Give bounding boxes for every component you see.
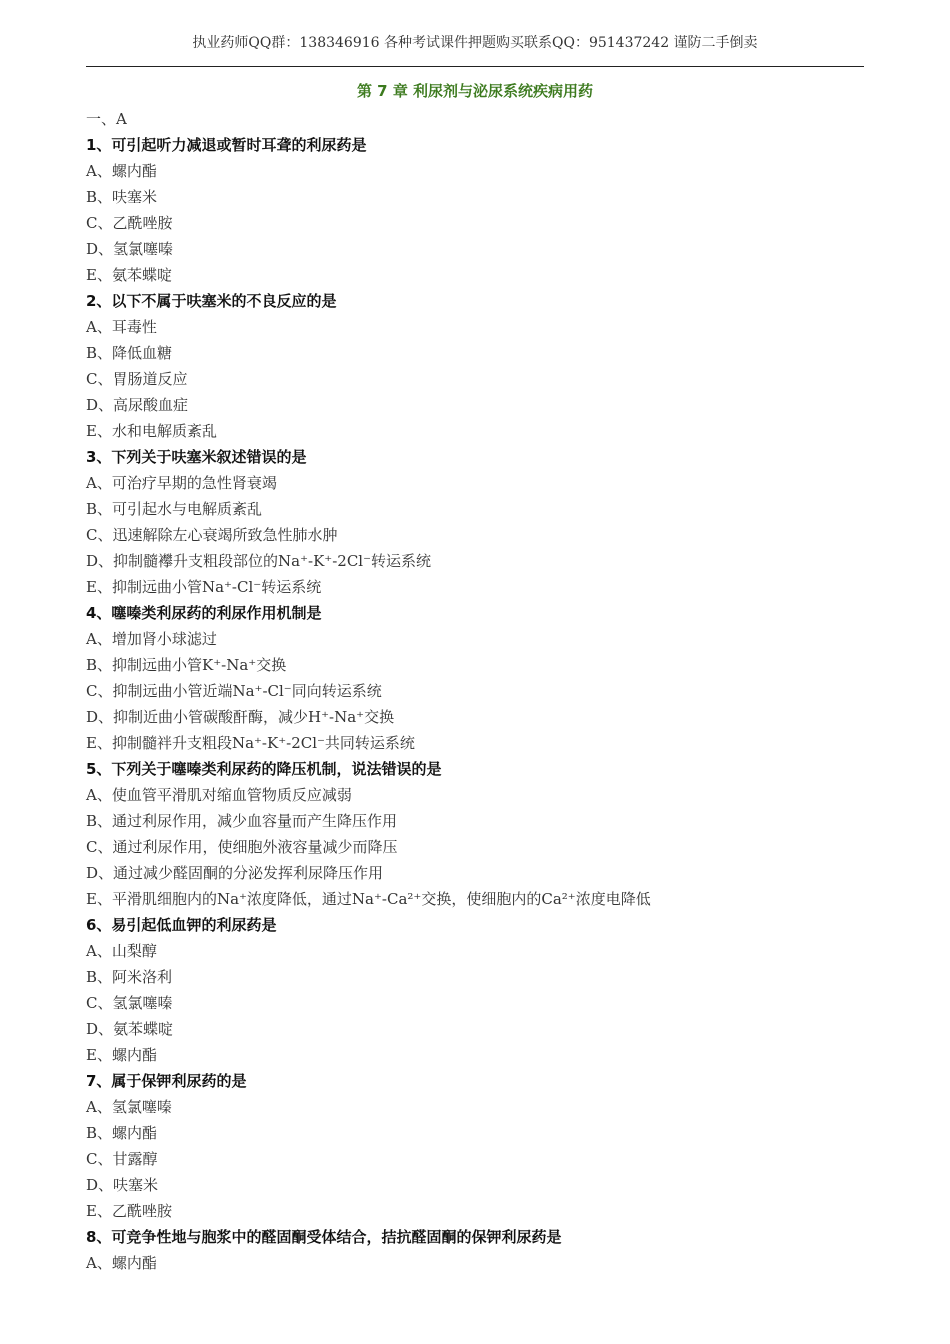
answer-option: E、水和电解质紊乱 (86, 422, 217, 440)
answer-option: A、螺内酯 (86, 162, 157, 180)
answer-option: C、甘露醇 (86, 1150, 158, 1168)
answer-option: B、可引起水与电解质紊乱 (86, 500, 263, 518)
question-stem: 7、属于保钾利尿药的是 (86, 1072, 247, 1090)
section-label: 一、A (86, 110, 127, 128)
question-stem: 3、下列关于呋塞米叙述错误的是 (86, 448, 307, 466)
answer-option: D、抑制近曲小管碳酸酐酶，减少H⁺-Na⁺交换 (86, 708, 395, 726)
answer-option: C、迅速解除左心衰竭所致急性肺水肿 (86, 526, 338, 544)
answer-option: B、抑制远曲小管K⁺-Na⁺交换 (86, 656, 287, 674)
answer-option: C、通过利尿作用，使细胞外液容量减少而降压 (86, 838, 398, 856)
question-stem: 5、下列关于噻嗪类利尿药的降压机制，说法错误的是 (86, 760, 442, 778)
answer-option: E、抑制远曲小管Na⁺-Cl⁻转运系统 (86, 578, 322, 596)
answer-option: D、抑制髓襻升支粗段部位的Na⁺-K⁺-2Cl⁻转运系统 (86, 552, 432, 570)
question-stem: 6、易引起低血钾的利尿药是 (86, 916, 277, 934)
answer-option: A、增加肾小球滤过 (86, 630, 217, 648)
answer-option: B、螺内酯 (86, 1124, 158, 1142)
answer-option: E、螺内酯 (86, 1046, 157, 1064)
question-stem: 4、噻嗪类利尿药的利尿作用机制是 (86, 604, 322, 622)
answer-option: E、氨苯蝶啶 (86, 266, 172, 284)
answer-option: E、抑制髓袢升支粗段Na⁺-K⁺-2Cl⁻共同转运系统 (86, 734, 415, 752)
chapter-title: 第 7 章 利尿剂与泌尿系统疾病用药 (356, 82, 594, 100)
answer-option: A、山梨醇 (86, 942, 157, 960)
answer-option: D、通过减少醛固酮的分泌发挥利尿降压作用 (86, 864, 384, 882)
answer-option: A、使血管平滑肌对缩血管物质反应减弱 (86, 786, 352, 804)
question-stem: 1、可引起听力减退或暂时耳聋的利尿药是 (86, 136, 367, 154)
answer-option: B、通过利尿作用，减少血容量而产生降压作用 (86, 812, 398, 830)
page-header: 执业药师QQ群：138346916 各种考试课件押题购买联系QQ：951437242 谨防二手倒卖 (192, 35, 758, 51)
answer-option: B、降低血糖 (86, 344, 173, 362)
question-list (86, 106, 886, 1276)
answer-option: A、氢氯噻嗪 (86, 1098, 172, 1116)
answer-option: A、耳毒性 (86, 318, 157, 336)
answer-option: B、阿米洛利 (86, 968, 173, 986)
answer-option: E、平滑肌细胞内的Na⁺浓度降低，通过Na⁺-Ca²⁺交换，使细胞内的Ca²⁺浓度电降低 (86, 890, 651, 908)
answer-option: A、螺内酯 (86, 1254, 157, 1272)
answer-option: D、氨苯蝶啶 (86, 1020, 174, 1038)
question-stem: 8、可竞争性地与胞浆中的醛固酮受体结合，拮抗醛固酮的保钾利尿药是 (86, 1228, 562, 1246)
answer-option: D、氢氯噻嗪 (86, 240, 174, 258)
answer-option: B、呋塞米 (86, 188, 158, 206)
answer-option: A、可治疗早期的急性肾衰竭 (86, 474, 277, 492)
answer-option: C、抑制远曲小管近端Na⁺-Cl⁻同向转运系统 (86, 682, 382, 700)
answer-option: C、氢氯噻嗪 (86, 994, 173, 1012)
answer-option: E、乙酰唑胺 (86, 1202, 172, 1220)
header-divider (86, 66, 864, 67)
answer-option: C、乙酰唑胺 (86, 214, 173, 232)
question-stem: 2、以下不属于呋塞米的不良反应的是 (86, 292, 337, 310)
answer-option: D、呋塞米 (86, 1176, 159, 1194)
answer-option: D、高尿酸血症 (86, 396, 189, 414)
answer-option: C、胃肠道反应 (86, 370, 188, 388)
